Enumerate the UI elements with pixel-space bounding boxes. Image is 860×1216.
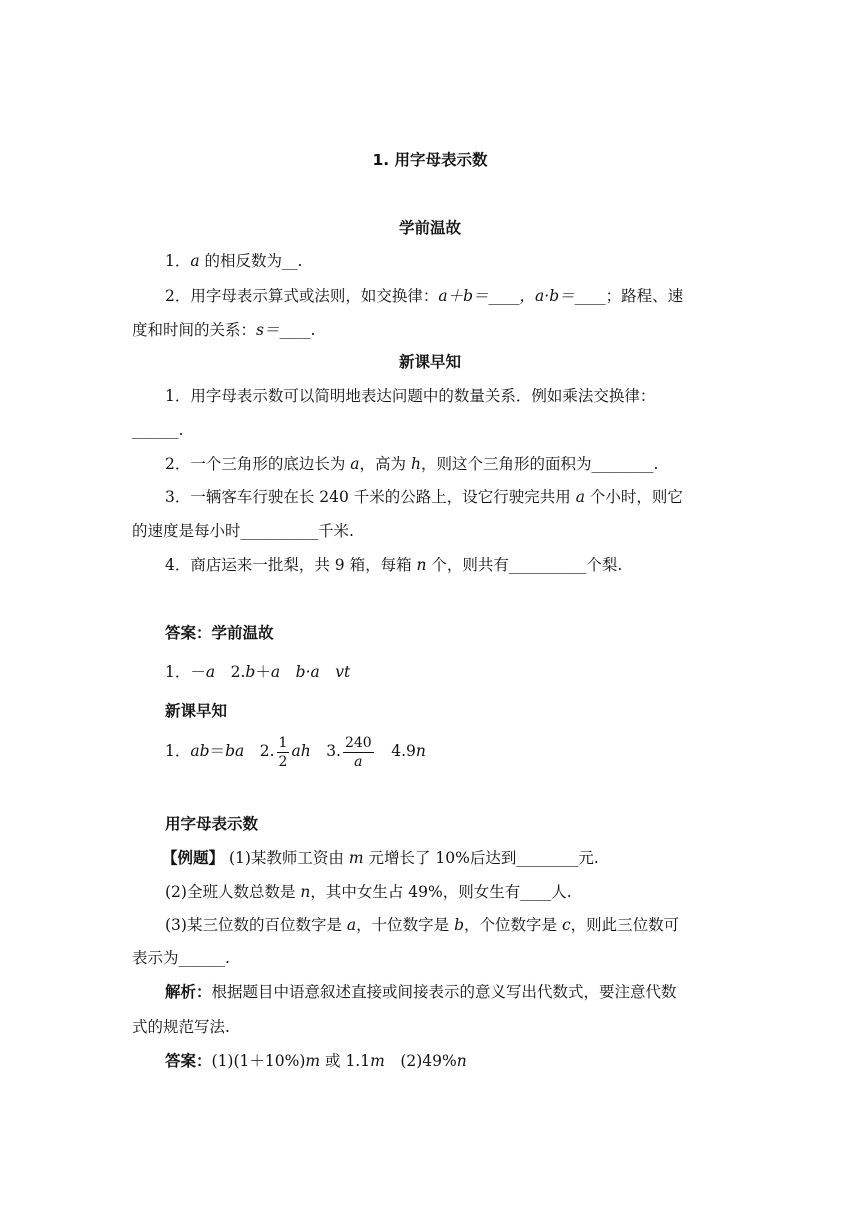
answers-heading: 答案：学前温故 [165,624,274,642]
variable: m [305,1052,321,1070]
q-text: ，高为 [359,455,411,473]
variable: m [348,849,364,867]
q-text: 度和时间的关系： [132,321,257,339]
variable: ah [291,742,311,760]
q-text: 个，则共有__________个梨. [426,556,623,574]
variable: a [190,252,200,270]
answer-text: (1)(1＋10%) [211,1052,306,1070]
q-text: 2．一个三角形的底边长为 [165,455,351,473]
example-label: 【例题】 [162,849,225,867]
expression: s＝____. [256,321,316,339]
analysis-label: 解析： [165,983,212,1001]
answer-text: ＋ [255,663,271,681]
page-title: 1. 用字母表示数 [372,151,488,169]
variable: n [416,556,427,574]
q-text: 的相反数为__. [199,252,303,270]
q-text: 个小时，则它 [584,488,683,506]
expression: a·b＝____ [535,287,606,305]
expression: a＋b＝____， [438,287,536,305]
example-question-3-line2: 表示为______. [132,949,230,967]
variable: a [270,663,281,681]
variable: b·a [295,663,320,681]
analysis-line2: 式的规范写法. [132,1018,230,1036]
answer-text [280,663,296,681]
answers-review-line [165,662,350,682]
variable: a [346,916,357,934]
q-text: ，个位数字是 [464,916,562,934]
fraction-one-half [277,736,290,769]
variable: n [415,742,426,760]
q-text: 2．用字母表示算式或法则，如交换律： [165,287,439,305]
example-answer [165,1051,467,1071]
q-text: ，其中女生占 49%，则女生有____人. [310,883,572,901]
answers-preview-line [165,733,426,769]
answer-text: 2. [215,663,246,681]
fraction-numerator: 1 [278,734,288,751]
variable: a [350,455,360,473]
q-text: ；路程、速 [605,287,684,305]
q-text: ，则这个三角形的面积为________. [420,455,659,473]
variable: vt [335,663,351,681]
review-question-1 [165,251,302,271]
q-text: (2)全班人数总数是 [165,883,301,901]
answers-preview-heading: 新课早知 [165,702,228,720]
preview-question-2 [165,454,658,474]
q-text: ，则此三位数可 [570,916,680,934]
answer-text: 1． [165,742,191,760]
preview-question-3-line1 [165,487,683,507]
example-question-3-line1 [165,915,679,935]
section-heading-review: 学前温故 [398,219,461,237]
section-heading-preview: 新课早知 [398,353,461,371]
fraction-denominator: a [354,753,363,770]
preview-question-3-line2: 的速度是每小时__________千米. [132,522,354,540]
variable: ba [225,742,245,760]
variable: n [456,1052,467,1070]
variable: m [370,1052,385,1070]
answer-text: ＝ [209,742,226,760]
preview-question-4 [165,555,622,575]
variable: c [561,916,571,934]
q-text: 3．一辆客车行驶在长 240 千米的公路上，设它行驶完共用 [165,488,576,506]
q-text: 4．商店运来一批梨，共 9 箱，每箱 [165,556,417,574]
variable: b [454,916,465,934]
fraction-denominator: 2 [278,753,288,770]
answer-label: 答案： [165,1052,212,1070]
variable: b [245,663,256,681]
answer-text: 2. [244,742,275,760]
topic-heading: 用字母表示数 [165,815,259,833]
answer-text: 或 1.1 [320,1052,371,1070]
q-number: 1． [165,252,191,270]
variable: ab [190,742,210,760]
variable: h [410,455,421,473]
answer-text: 1．－ [165,663,206,681]
q-text: (1)某教师工资由 [224,849,349,867]
fraction-240-over-a [343,736,374,769]
example-question-1 [162,848,599,868]
analysis-text: 根据题目中语意叙述直接或间接表示的意义写出代数式，要注意代数 [211,983,677,1001]
review-question-2-line2 [132,320,315,340]
variable: a [575,488,585,506]
answer-text: 4.9 [375,742,416,760]
answer-text: (2)49% [384,1052,457,1070]
preview-question-1-line1: 1．用字母表示数可以简明地表达问题中的数量关系．例如乘法交换律： [165,387,656,405]
analysis-line1 [165,982,677,1002]
q-text: (3)某三位数的百位数字是 [165,916,347,934]
q-text: 元增长了 10%后达到________元. [363,849,599,867]
preview-question-1-line2: ______. [132,421,184,439]
variable: n [300,883,311,901]
variable: a [205,663,216,681]
answer-text [320,663,336,681]
q-text: ，十位数字是 [356,916,455,934]
example-question-2 [165,882,572,902]
fraction-numerator: 240 [344,734,372,751]
review-question-2-line1 [165,286,683,306]
answer-text: 3. [310,742,341,760]
